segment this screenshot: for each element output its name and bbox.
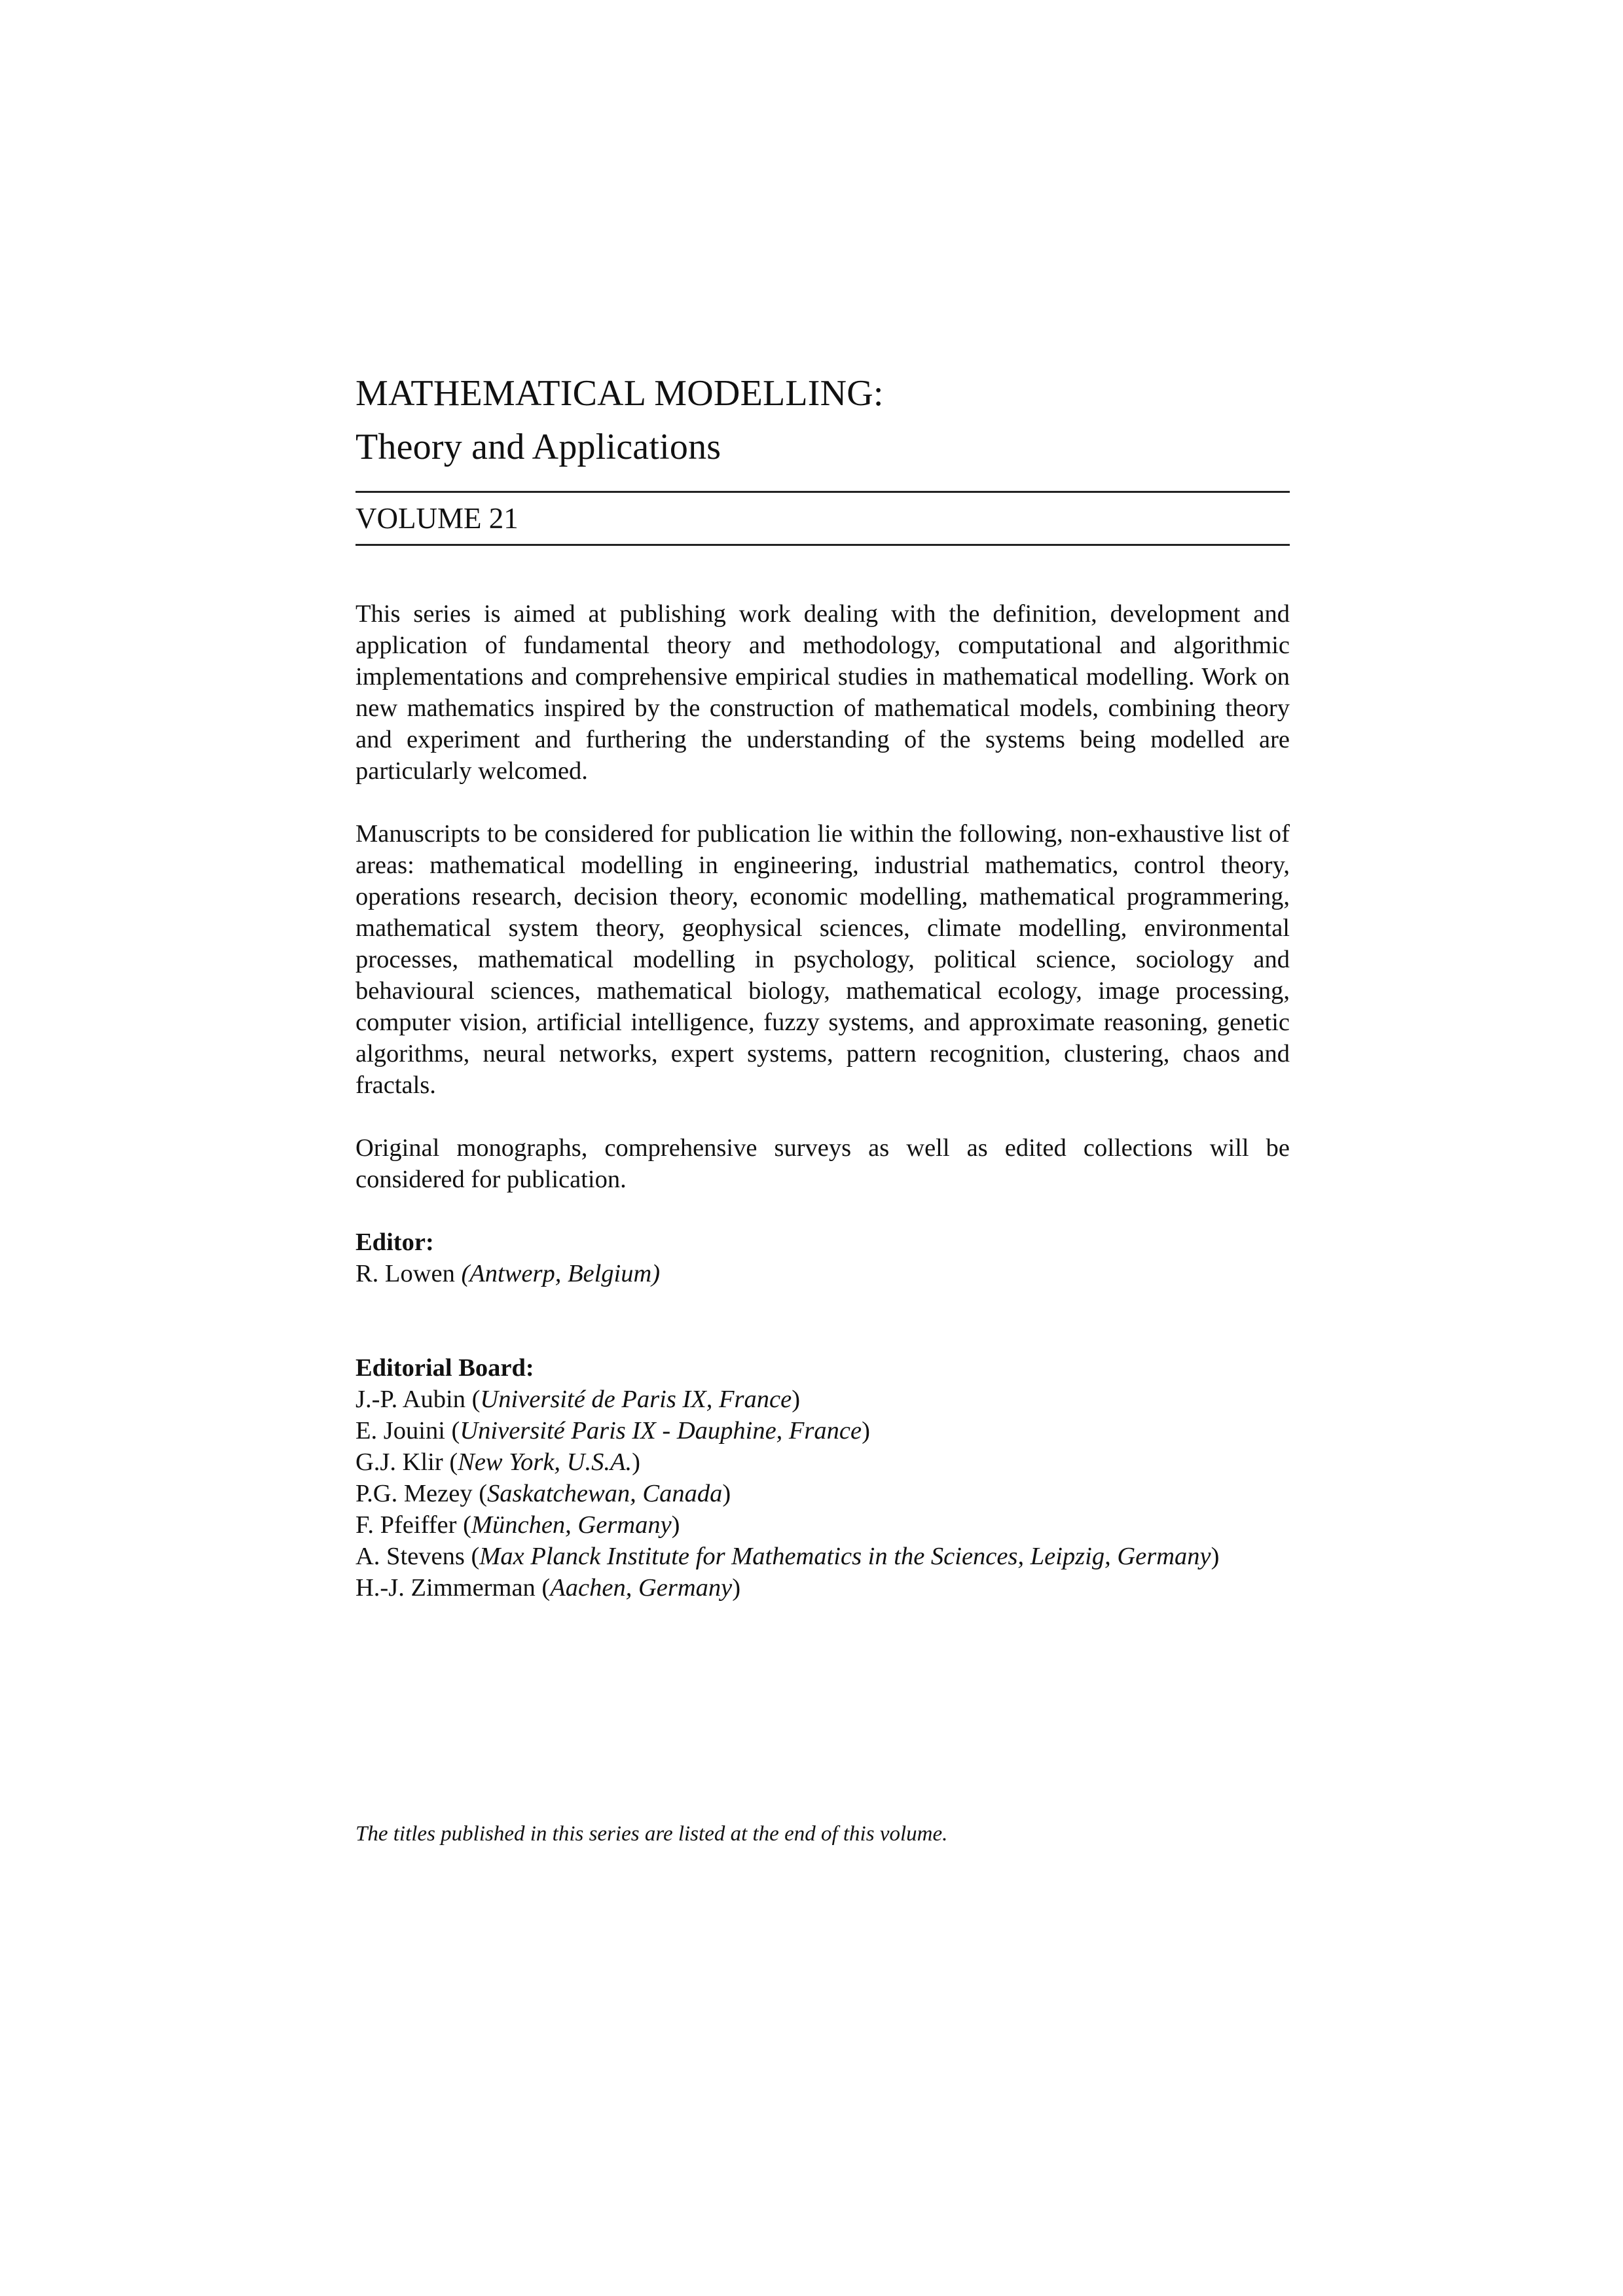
editor-label: Editor: [356, 1229, 434, 1256]
editor-entry [356, 1258, 1290, 1289]
member-affiliation: Max Planck Institute for Mathematics in the Sciences, Leipzig, Germany [479, 1543, 1211, 1570]
member-affiliation: Aachen, Germany [550, 1574, 733, 1602]
editorial-board-section [356, 1352, 1290, 1604]
board-member: G.J. Klir (New York, U.S.A.) [356, 1448, 640, 1476]
board-member: A. Stevens (Max Planck Institute for Mathematics in the Sciences, Leipzig, Germany) [356, 1543, 1220, 1570]
volume-number: VOLUME 21 [356, 502, 519, 535]
board-member: H.-J. Zimmerman (Aachen, Germany) [356, 1574, 741, 1602]
member-affiliation: Université de Paris IX, France [480, 1386, 792, 1413]
series-title-line-1: MATHEMATICAL MODELLING: [356, 373, 884, 414]
editor-affiliation: (Antwerp, Belgium) [461, 1260, 661, 1287]
member-affiliation: München, Germany [471, 1511, 672, 1539]
member-name: J.-P. Aubin [356, 1386, 465, 1413]
member-name: A. Stevens [356, 1543, 465, 1570]
member-name: E. Jouini [356, 1417, 445, 1444]
member-name: H.-J. Zimmerman [356, 1574, 536, 1602]
series-title-line-2: Theory and Applications [356, 427, 721, 467]
bottom-divider [356, 544, 1290, 546]
member-affiliation: New York, U.S.A. [458, 1448, 632, 1476]
board-member: J.-P. Aubin (Université de Paris IX, France) [356, 1386, 801, 1413]
series-listing-note: The titles published in this series are listed at the end of this volume. [356, 1822, 948, 1846]
board-member: P.G. Mezey (Saskatchewan, Canada) [356, 1480, 731, 1507]
member-affiliation: Université Paris IX - Dauphine, France [460, 1417, 862, 1444]
publication-types-paragraph: Original monographs, comprehensive surveys as well as edited collections will be considered for publication. [356, 1134, 1290, 1193]
editor-section [356, 1227, 1290, 1289]
board-member: E. Jouini (Université Paris IX - Dauphine, France) [356, 1417, 870, 1444]
member-name: P.G. Mezey [356, 1480, 473, 1507]
member-name: F. Pfeiffer [356, 1511, 457, 1539]
subject-areas-paragraph: Manuscripts to be considered for publication lie within the following, non-exhaustive list of areas: mathematical modelling in engineering, industrial mathematics, control theory, operations research, decision theory, economic modelling, mathematical programmering, mathematical system theory, geophysical sciences, climate modelling, environmental processes, mathematical modelling in psychology, political science, sociology and behavioural sciences, mathematical biology, mathematical ecology, image processing, computer vision, artificial intelligence, fuzzy systems, and approximate reasoning, genetic algorithms, neural networks, expert systems, pattern recognition, clustering, chaos and fractals. [356, 820, 1290, 1099]
series-page [356, 367, 1290, 1604]
member-affiliation: Saskatchewan, Canada [487, 1480, 723, 1507]
board-member: F. Pfeiffer (München, Germany) [356, 1511, 680, 1539]
editor-name: R. Lowen [356, 1260, 455, 1287]
series-description-paragraph: This series is aimed at publishing work dealing with the definition, development and application of fundamental theory and methodology, computational and algorithmic implementations and comprehensive empirical studies in mathematical modelling. Work on new mathematics inspired by the construction of mathematical models, combining theory and experiment and furthering the understanding of the systems being modelled are particularly welcomed. [356, 600, 1290, 785]
editorial-board-label: Editorial Board: [356, 1354, 534, 1382]
member-name: G.J. Klir [356, 1448, 443, 1476]
